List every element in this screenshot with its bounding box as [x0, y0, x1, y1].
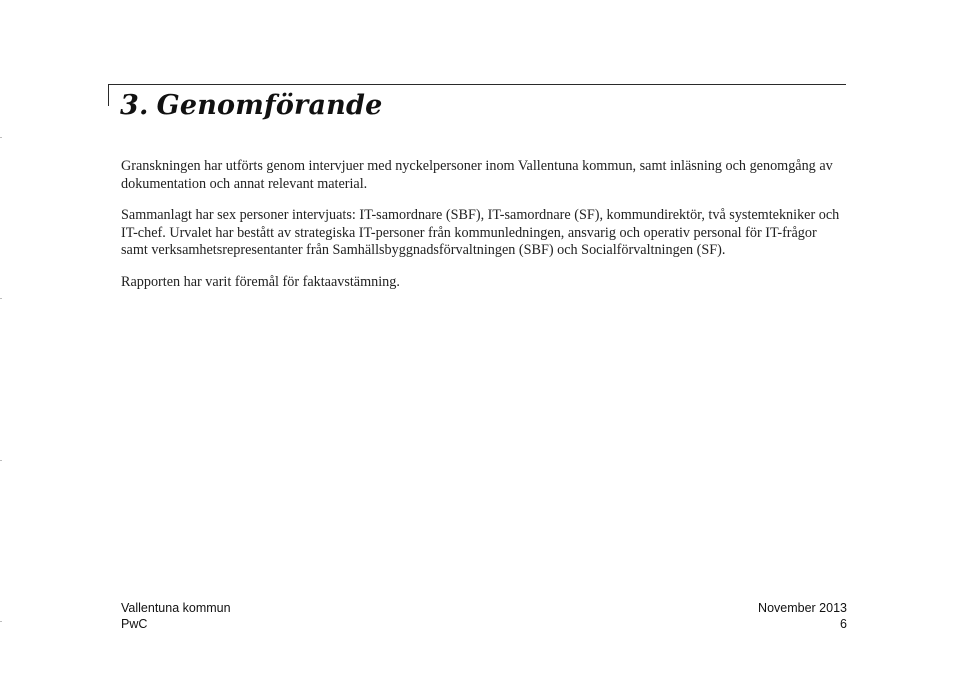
page-number: 6	[840, 617, 847, 631]
paragraph-interviews: Sammanlagt har sex personer intervjuats: IT-samordnare (SBF), IT-samordnare (SF), kommundirektör, två systemtekniker och IT-chef. Urvalet har bestått av strategiska IT-personer från kommunledningen, ansvarig och operativ personal för IT-frågor samt verksamhetsrepresentanter från Samhällsbyggnadsförvaltningen (SBF) och Socialförvaltningen (SF).	[121, 207, 840, 258]
footer-date: November 2013	[758, 601, 847, 615]
section-heading	[120, 90, 382, 121]
section-number: 3.	[120, 90, 149, 121]
header-rule	[108, 84, 846, 85]
footer-organization: Vallentuna kommun	[121, 601, 231, 615]
scan-mark	[0, 137, 2, 138]
scan-mark	[0, 621, 2, 622]
footer-right	[758, 600, 847, 632]
header-rule-corner	[108, 84, 109, 106]
scan-mark	[0, 298, 2, 299]
section-title: Genomförande	[156, 90, 383, 121]
paragraph-fact-check: Rapporten har varit föremål för faktaavstämning.	[121, 274, 400, 290]
paragraph-method: Granskningen har utförts genom intervjuer med nyckelpersoner inom Vallentuna kommun, samt inläsning och genomgång av dokumentation och annat relevant material.	[121, 158, 833, 192]
footer-left	[121, 600, 231, 632]
footer-author: PwC	[121, 617, 148, 631]
scan-mark	[0, 460, 2, 461]
